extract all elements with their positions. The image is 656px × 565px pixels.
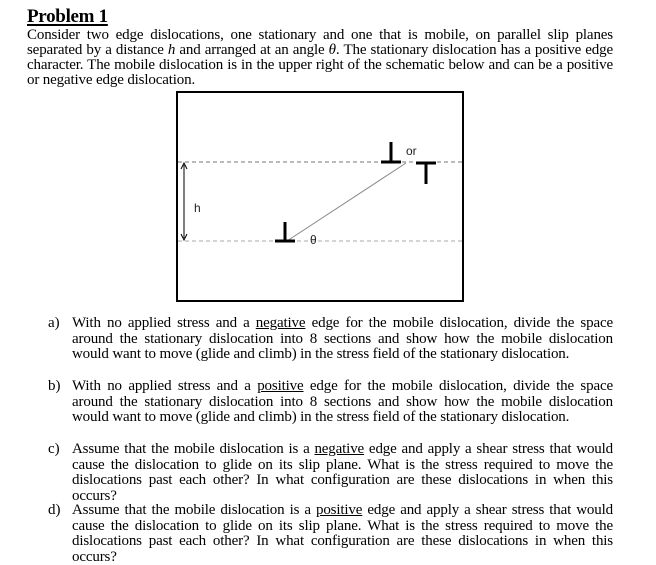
question-text (72, 503, 613, 565)
problem-title: Problem 1 (27, 6, 108, 27)
question-text-pre: With no applied stress and a (72, 315, 256, 331)
dislocation-schematic (176, 91, 464, 302)
problem-intro (27, 28, 613, 88)
question-label: b) (48, 378, 61, 394)
question-emphasis: negative (314, 441, 365, 457)
label-or: or (406, 144, 417, 158)
question-label: d) (48, 502, 61, 518)
question-text-post: edge and apply a shear stress that would cause the dislocation to glide on its slip plane. What is the stress required to move the dislocations past each other? In what configuration are these dislocations in when this occurs? (72, 441, 614, 504)
question-text-pre: Assume that the mobile dislocation is a (72, 441, 315, 457)
intro-text-3: . The stationary dislocation has a positive edge character. The mobile dislocation is in the upper right of the schematic below and can be a positive or negative edge dislocation. (27, 42, 614, 88)
question-emphasis: positive (257, 378, 304, 394)
question-text-pre: Assume that the mobile dislocation is a (72, 502, 316, 518)
label-h: h (194, 201, 201, 215)
question-text-pre: With no applied stress and a (72, 378, 258, 394)
intro-text-2: and arranged at an angle (175, 42, 329, 58)
question-emphasis: negative (255, 315, 306, 331)
var-h: h (167, 42, 176, 58)
question-text-post: edge for the mobile dislocation, divide the space around the stationary dislocation into 8 sections and show how the mobile dislocation would want to move (glide and climb) in the stress field of the stationary dislocation. (72, 315, 613, 362)
question-text (72, 379, 613, 426)
question-emphasis: positive (315, 502, 363, 518)
var-theta: θ (328, 42, 336, 58)
question-label: a) (48, 315, 60, 331)
question-text-post: edge for the mobile dislocation, divide the space around the stationary dislocation into 8 sections and show how the mobile dislocation would want to move (glide and climb) in the stress field of the stationary dislocation. (72, 378, 613, 425)
question-text-post: edge and apply a shear stress that would cause the dislocation to glide on its slip plane. What is the stress required to move the dislocations past each other? In what configuration are these dislocations in when this occurs? (72, 502, 614, 565)
question-text (72, 442, 613, 504)
intro-text-1: Consider two edge dislocations, one stationary and one that is mobile, on parallel slip planes separated by a distance (27, 27, 613, 58)
question-label: c) (48, 441, 60, 457)
figure-border (177, 92, 463, 301)
question-text (72, 316, 613, 363)
label-theta: θ (310, 233, 317, 247)
